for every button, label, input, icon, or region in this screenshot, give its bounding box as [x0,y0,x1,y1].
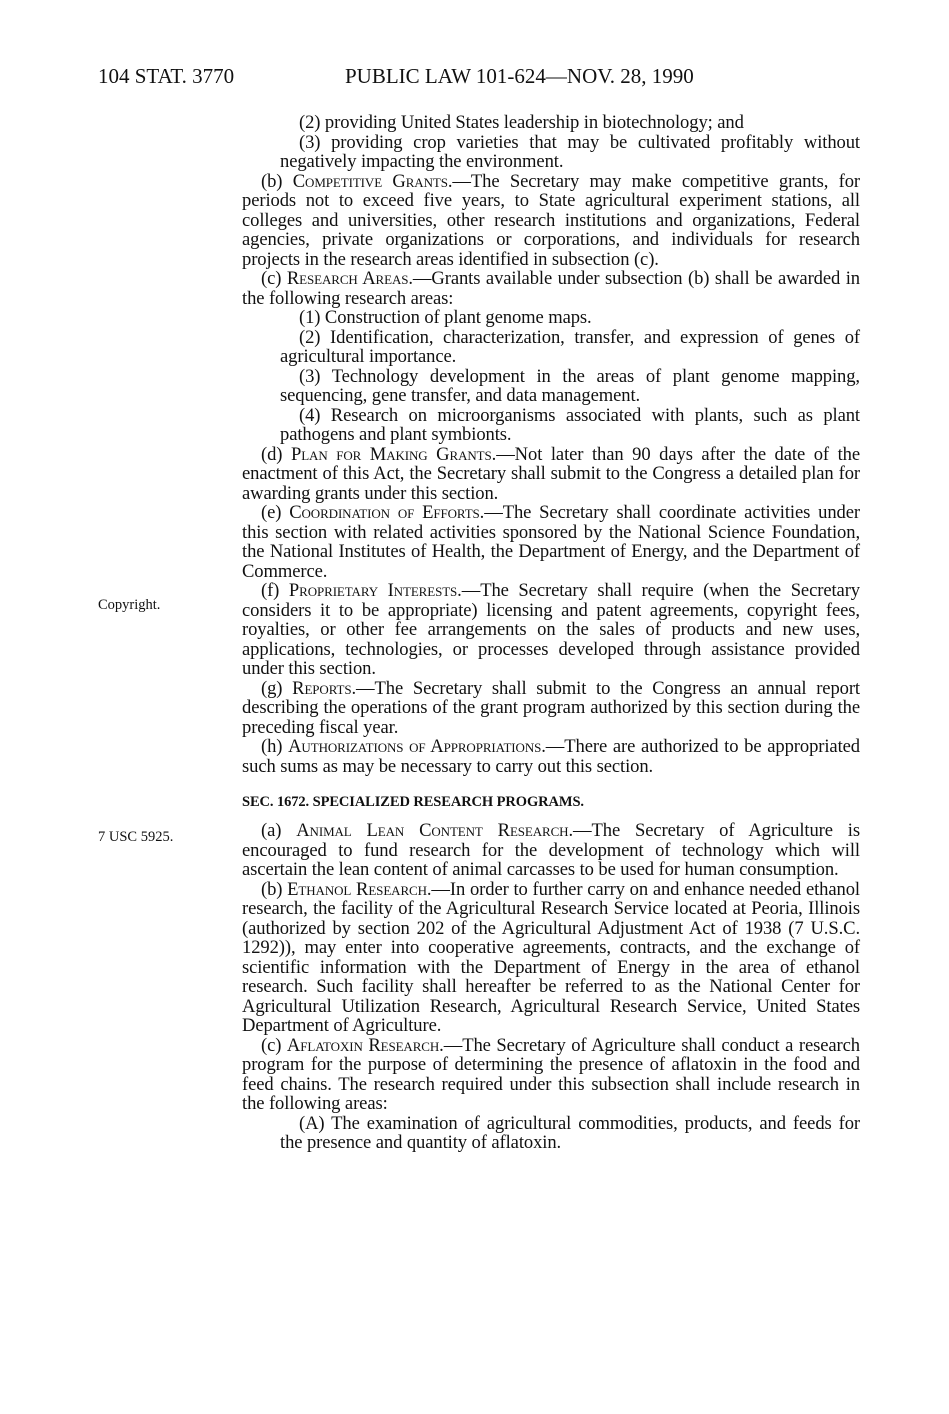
subsection-heading: Research Areas [286,268,409,289]
running-header-page-number: 104 STAT. 3770 [98,64,235,88]
subsection-text: .—Grants available under subsection (b) shall be awarded in the following research areas: [242,268,861,309]
subsection-label: (a) [261,820,297,841]
margin-note-usc: 7 USC 5925. [98,829,174,845]
research-area-1: (1) Construction of plant genome maps. [299,307,592,328]
subsection-g-reports [242,679,860,738]
subsection-label: (b) [261,878,288,900]
subsection-text: .—Not later than 90 days after the date of the enactment of this Act, the Secretary shall submit to the Congress a detailed plan for awarding grants under this section. [242,443,860,504]
subsection-f-proprietary-interests [242,581,860,679]
running-header-title: PUBLIC LAW 101-624—NOV. 28, 1990 [345,64,694,88]
subsection-label: (h) [261,736,289,757]
subsection-label: (c) [261,1034,287,1056]
subsection-b-competitive-grants [242,172,860,270]
subsection-c-aflatoxin-research [242,1036,860,1114]
research-area-4: (4) Research on microorganisms associated with plants, such as plant pathogens and plant symbionts. [280,404,860,445]
paragraph-item-3: (3) providing crop varieties that may be cultivated profitably without negatively impacting the environment. [280,131,860,172]
subsection-label: (g) [261,677,293,699]
subsection-c-research-areas [242,269,860,308]
subsection-text: .—The Secretary of Agriculture shall conduct a research program for the purpose of determining the presence of aflatoxin in the food and feed chains. The research required under this subsection shall include research in the following areas: [242,1034,860,1114]
subsection-heading: Proprietary Interests [288,580,458,601]
subsection-d-plan-for-making-grants [242,445,860,504]
research-area-2: (2) Identification, characterization, transfer, and expression of genes of agricultural importance. [280,326,860,367]
subsection-text: .—The Secretary shall require (when the Secretary considers it to be appropriate) licensing and patent agreements, copyright fees, royalties, or other fee arrangements on the sales of products and new uses, applications, technologies, or processes developed through assistance provided under this section. [242,580,860,679]
subsection-a-animal-lean-content [242,821,860,880]
subsection-label: (f) [261,580,289,601]
subsection-text: .—The Secretary may make competitive grants, for periods not to exceed five years, to State agricultural experiment stations, all colleges and universities, other research institutions and organizations, Federal agencies, private organizations or corporations, and individuals for research projects in the research areas identified in subsection (c). [242,170,860,270]
margin-note-copyright: Copyright. [98,597,161,613]
subsection-label: (c) [261,268,287,289]
subsection-label: (b) [261,170,293,192]
subsection-heading: Animal Lean Content Research [296,820,569,841]
statute-body [242,113,860,1153]
subsection-heading: Aflatoxin Research [286,1034,440,1056]
research-area-3: (3) Technology development in the areas of plant genome mapping, sequencing, gene transfer, and data management. [280,365,860,406]
subsection-heading: Competitive Grants [292,170,448,192]
subsection-b-ethanol-research [242,880,860,1036]
subsection-heading: Authorizations of Appropriations [288,736,542,757]
subsection-text: .—The Secretary shall submit to the Congress an annual report describing the operations of the grant program authorized by this section during the preceding fiscal year. [242,677,860,738]
subsection-heading: Reports [292,677,352,699]
subsection-text: .—The Secretary shall coordinate activities under this section with related activities sponsored by the National Science Foundation, the National Institutes of Health, the Department of Energy, and the Department of Commerce. [242,502,860,582]
subsection-label: (d) [261,443,291,465]
subsection-e-coordination-of-efforts [242,503,860,581]
subsection-heading: Plan for Making Grants [290,443,492,465]
subsection-text: .—There are authorized to be appropriated such sums as may be necessary to carry out this section. [242,736,860,777]
subsection-label: (e) [261,502,290,523]
subsection-heading: Coordination of Efforts [289,502,480,523]
aflatoxin-area-a: (A) The examination of agricultural commodities, products, and feeds for the presence and quantity of aflatoxin. [280,1112,860,1153]
paragraph-item-2: (2) providing United States leadership in biotechnology; and [299,112,744,133]
subsection-heading: Ethanol Research [287,878,427,900]
subsection-text: .—In order to further carry on and enhance needed ethanol research, the facility of the Agricultural Research Service located at Peoria, Illinois (authorized by section 202 of the Agricultural Adjustment Act of 1938 (7 U.S.C. 1292)), may enter into cooperative agreements, contracts, and the exchange of scientific information with the Department of Energy in the area of ethanol research. Such facility shall hereafter be referred to as the National Center for Agricultural Utilization Research, Agricultural Research Service, United States Department of Agriculture. [242,878,860,1036]
subsection-h-authorizations [242,737,860,776]
section-1672-title: SEC. 1672. SPECIALIZED RESEARCH PROGRAMS. [242,794,584,810]
subsection-text: .—The Secretary of Agriculture is encouraged to fund research for the development of technology which will ascertain the lean content of animal carcasses to be used for human consumption. [242,820,861,880]
